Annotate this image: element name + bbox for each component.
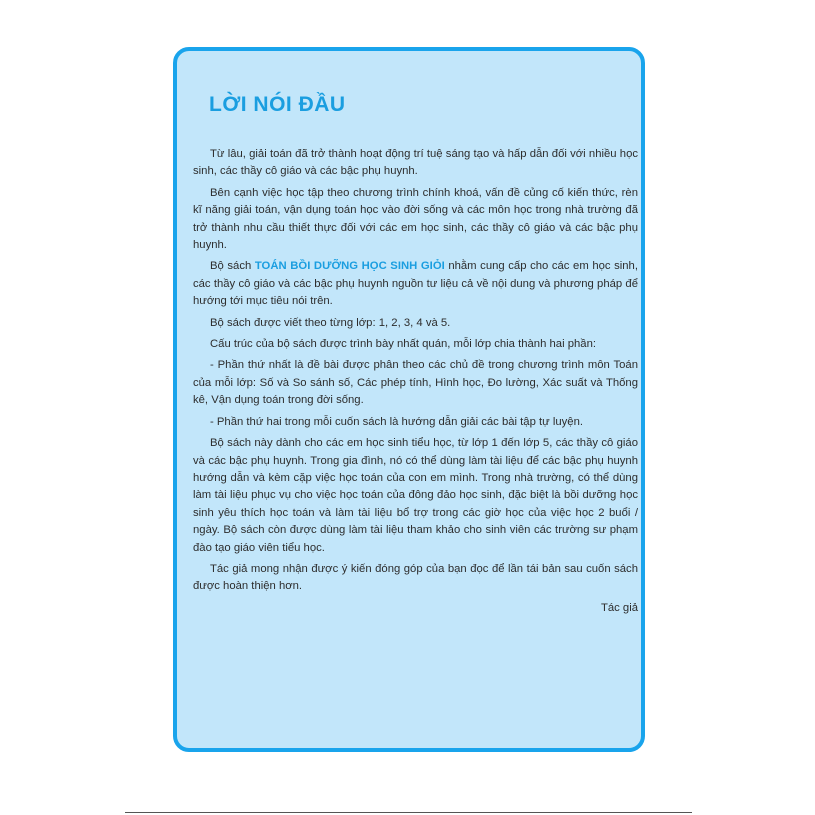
paragraph-text: nhằm cung cấp cho các em học sinh, các thầy cô giáo và các bậc phụ huynh nguồn tư liệu cả về nội dung và phương pháp để hướng tới mục tiêu nói trên. <box>193 260 638 308</box>
paragraph <box>193 258 638 310</box>
preface-panel <box>173 47 645 752</box>
paragraph: - Phần thứ nhất là đề bài được phân theo các chủ đề trong chương trình môn Toán của mỗi lớp: Số và So sánh số, Các phép tính, Hình học, Đo lường, Xác suất và Thống kê, Vận dụng toán trong đời sống. <box>193 359 638 407</box>
paragraph: Từ lâu, giải toán đã trở thành hoạt động trí tuệ sáng tạo và hấp dẫn đối với nhiều học sinh, các thầy cô giáo và các bậc phụ huynh. <box>193 148 638 178</box>
page-title: LỜI NÓI ĐẦU <box>209 93 346 116</box>
paragraph: Bộ sách này dành cho các em học sinh tiểu học, từ lớp 1 đến lớp 5, các thầy cô giáo và các bậc phụ huynh. Trong gia đình, nó có thể dùng làm tài liệu để các bậc phụ huynh hướng dẫn và kèm cặp việc học toán của con em mình. Trong nhà trường, có thể dùng làm tài liệu phục vụ cho việc học toán của đông đảo học sinh, đặc biệt là bồi dưỡng học sinh yêu thích học toán và làm tài liệu bổ trợ trong các giờ học của việc học 2 buổi / ngày. Bộ sách còn được dùng làm tài liệu tham khảo cho sinh viên các trường sư phạm đào tạo giáo viên tiểu học. <box>193 437 638 554</box>
paragraph: Bộ sách được viết theo từng lớp: 1, 2, 3, 4 và 5. <box>210 316 451 329</box>
author-signature: Tác giả <box>600 601 638 614</box>
paragraph: Tác giả mong nhận được ý kiến đóng góp của bạn đọc để lần tái bản sau cuốn sách được hoàn thiện hơn. <box>193 562 638 593</box>
bottom-rule <box>125 812 692 813</box>
paragraph: Cấu trúc của bộ sách được trình bày nhất quán, mỗi lớp chia thành hai phần: <box>210 338 596 351</box>
paragraph: - Phần thứ hai trong mỗi cuốn sách là hướng dẫn giải các bài tập tự luyện. <box>210 415 583 428</box>
paragraph: Bên cạnh việc học tập theo chương trình chính khoá, vấn đề củng cố kiến thức, rèn kĩ năng giải toán, vận dụng toán học vào đời sống và các môn học trong nhà trường đã trở thành nhu cầu thiết thực đối với các em học sinh, các thầy cô giáo và các bậc phụ huynh. <box>193 186 638 252</box>
paragraph-text: Bộ sách <box>210 260 255 273</box>
preface-body <box>193 146 638 621</box>
book-series-name: TOÁN BỒI DƯỠNG HỌC SINH GIỎI <box>254 260 445 273</box>
